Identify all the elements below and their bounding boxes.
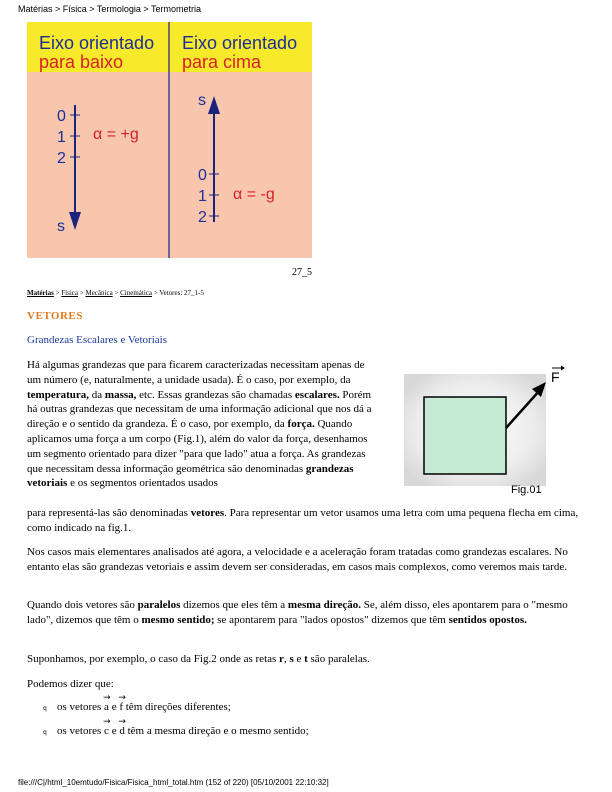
vector-letter: a <box>104 701 109 713</box>
text: os vetores <box>57 725 105 737</box>
term-sentidos-opostos: sentidos opostos. <box>448 613 527 626</box>
vector-letter: d <box>119 725 125 737</box>
text: para representá-las são denominadas <box>27 507 191 519</box>
axis-orientation-figure <box>27 22 312 258</box>
line-s: s <box>289 653 294 665</box>
bullet-icon: q <box>43 705 47 712</box>
text: Há algumas grandezas que para ficarem caracterizadas necessitam apenas de um número (e, naturalmente, a unidade usada). É o caso, por exemplo, da <box>27 359 365 386</box>
term-temperatura: temperatura, <box>27 388 90 401</box>
text: Suponhamos, por exemplo, o caso da Fig.2 onde as retas <box>27 653 280 665</box>
left-tick-label-0: 0 <box>57 108 66 125</box>
right-alpha-label: α = -g <box>233 186 275 203</box>
bullet-icon: q <box>43 729 47 736</box>
text: etc. Essas grandezas são chamadas <box>136 388 295 401</box>
left-axis-label: s <box>57 218 65 235</box>
paragraph-4 <box>27 652 582 667</box>
line-t: t <box>304 653 308 665</box>
term-vetores: vetores <box>190 507 225 519</box>
vector-letter: c <box>104 725 109 737</box>
breadcrumb-link-fisica[interactable]: Física <box>61 289 79 297</box>
text: têm a mesma direção e o mesmo sentido; <box>124 725 309 737</box>
paragraph-1 <box>27 358 379 491</box>
vector-f <box>118 693 126 713</box>
text: e <box>108 701 120 713</box>
right-tick-label-2: 2 <box>198 209 207 226</box>
right-title-line1: Eixo orientado <box>182 33 298 53</box>
text: e <box>108 725 120 737</box>
footer-url: file:///C|/html_10emtudo/Fisica/Fisica_html_total.htm (152 of 220) [05/10/2001 22:10:32] <box>18 778 329 787</box>
force-letter-arrowhead <box>561 366 565 371</box>
left-title-line1: Eixo orientado <box>39 33 155 53</box>
force-letter: F <box>551 369 560 385</box>
paragraph-5: Podemos dizer que: <box>27 678 114 690</box>
figure-caption: 27_5 <box>292 267 312 278</box>
breadcrumb-link-cinematica[interactable]: Cinemática <box>120 289 153 297</box>
vector-d <box>118 717 126 737</box>
text: Se, além disso, eles apontarem para o "mesmo lado", dizemos que têm o <box>27 599 568 626</box>
section-title: VETORES <box>27 310 83 322</box>
left-alpha-label: α = +g <box>93 126 139 143</box>
breadcrumb-sep: > <box>112 289 121 297</box>
text: se apontarem para "lados opostos" dizemos que têm <box>214 613 449 626</box>
term-escalares: escalares. <box>294 388 340 401</box>
paragraph-2: Nos casos mais elementares analisados até agora, a velocidade e a aceleração foram tratadas como grandezas escalares. No entanto elas são grandezas vetoriais e assim devem ser consideradas, em casos mais complexos, como veremos mais tarde. <box>27 546 568 573</box>
breadcrumb <box>27 289 204 297</box>
text: têm direções diferentes; <box>123 701 231 713</box>
force-figure <box>404 362 574 497</box>
text: Porém há outras grandezas que necessitam de uma informação adicional que nos dá a direção e o sentido da grandeza. É o caso, por exemplo, da <box>27 388 372 431</box>
vector-arrow-icon: → <box>118 693 126 703</box>
vector-a <box>103 693 111 713</box>
term-grandezas-vetoriais: grandezas vetoriais <box>27 462 354 490</box>
list-item <box>43 717 309 737</box>
subtitle: Grandezas Escalares e Vetoriais <box>27 334 167 346</box>
text: dizemos que eles têm a <box>180 599 288 611</box>
text: e <box>293 653 305 665</box>
term-paralelos: paralelos <box>137 599 181 611</box>
text: Quando aplicamos uma força a um corpo (Fig.1), além do valor da força, desenhamos um segmento orientado para dizer "para que lado" atua a força. As grandezas que necessitam dessa informação geométrica são denominadas <box>27 418 368 475</box>
left-tick-label-2: 2 <box>57 150 66 167</box>
text: e os segmentos orientados usados <box>67 477 218 490</box>
term-mesma-direcao: mesma direção. <box>287 599 362 611</box>
text: são paralelas. <box>307 653 370 665</box>
text: os vetores <box>57 701 105 713</box>
breadcrumb-link-mecanica[interactable]: Mecânica <box>85 289 113 297</box>
right-axis-label: s <box>198 92 206 109</box>
paragraph-3 <box>27 598 587 628</box>
breadcrumb-link-materias[interactable]: Matérias <box>27 289 54 297</box>
vector-arrow-icon: → <box>103 717 111 727</box>
text: , <box>283 653 290 665</box>
vector-c <box>103 717 111 737</box>
right-tick-label-1: 1 <box>198 188 207 205</box>
top-breadcrumb: Matérias > Física > Termologia > Termometria <box>18 4 201 14</box>
breadcrumb-current: > Vetores: 27_1-5 <box>152 289 204 297</box>
term-forca: força. <box>287 418 315 431</box>
left-tick-label-1: 1 <box>57 129 66 146</box>
vector-arrow-icon: → <box>118 717 126 727</box>
line-r: r <box>279 653 284 665</box>
term-massa: massa, <box>104 388 137 401</box>
right-title-line2: para cima <box>182 52 262 72</box>
fig01-label: Fig.01 <box>511 484 542 496</box>
text: da <box>89 388 105 401</box>
breadcrumb-sep: > <box>78 289 86 297</box>
text: Quando dois vetores são <box>27 599 138 611</box>
right-tick-label-0: 0 <box>198 167 207 184</box>
list-item <box>43 693 231 713</box>
term-mesmo-sentido: mesmo sentido; <box>141 613 215 626</box>
paragraph-1-continued <box>27 506 582 536</box>
vector-arrow-icon: → <box>103 693 111 703</box>
vector-letter: f <box>119 701 123 713</box>
left-title-line2: para baixo <box>39 52 124 72</box>
body-box <box>424 397 506 474</box>
breadcrumb-sep: > <box>53 289 62 297</box>
text: . Para representar um vetor usamos uma letra com uma pequena flecha em cima, como indicado na fig.1. <box>27 507 579 534</box>
